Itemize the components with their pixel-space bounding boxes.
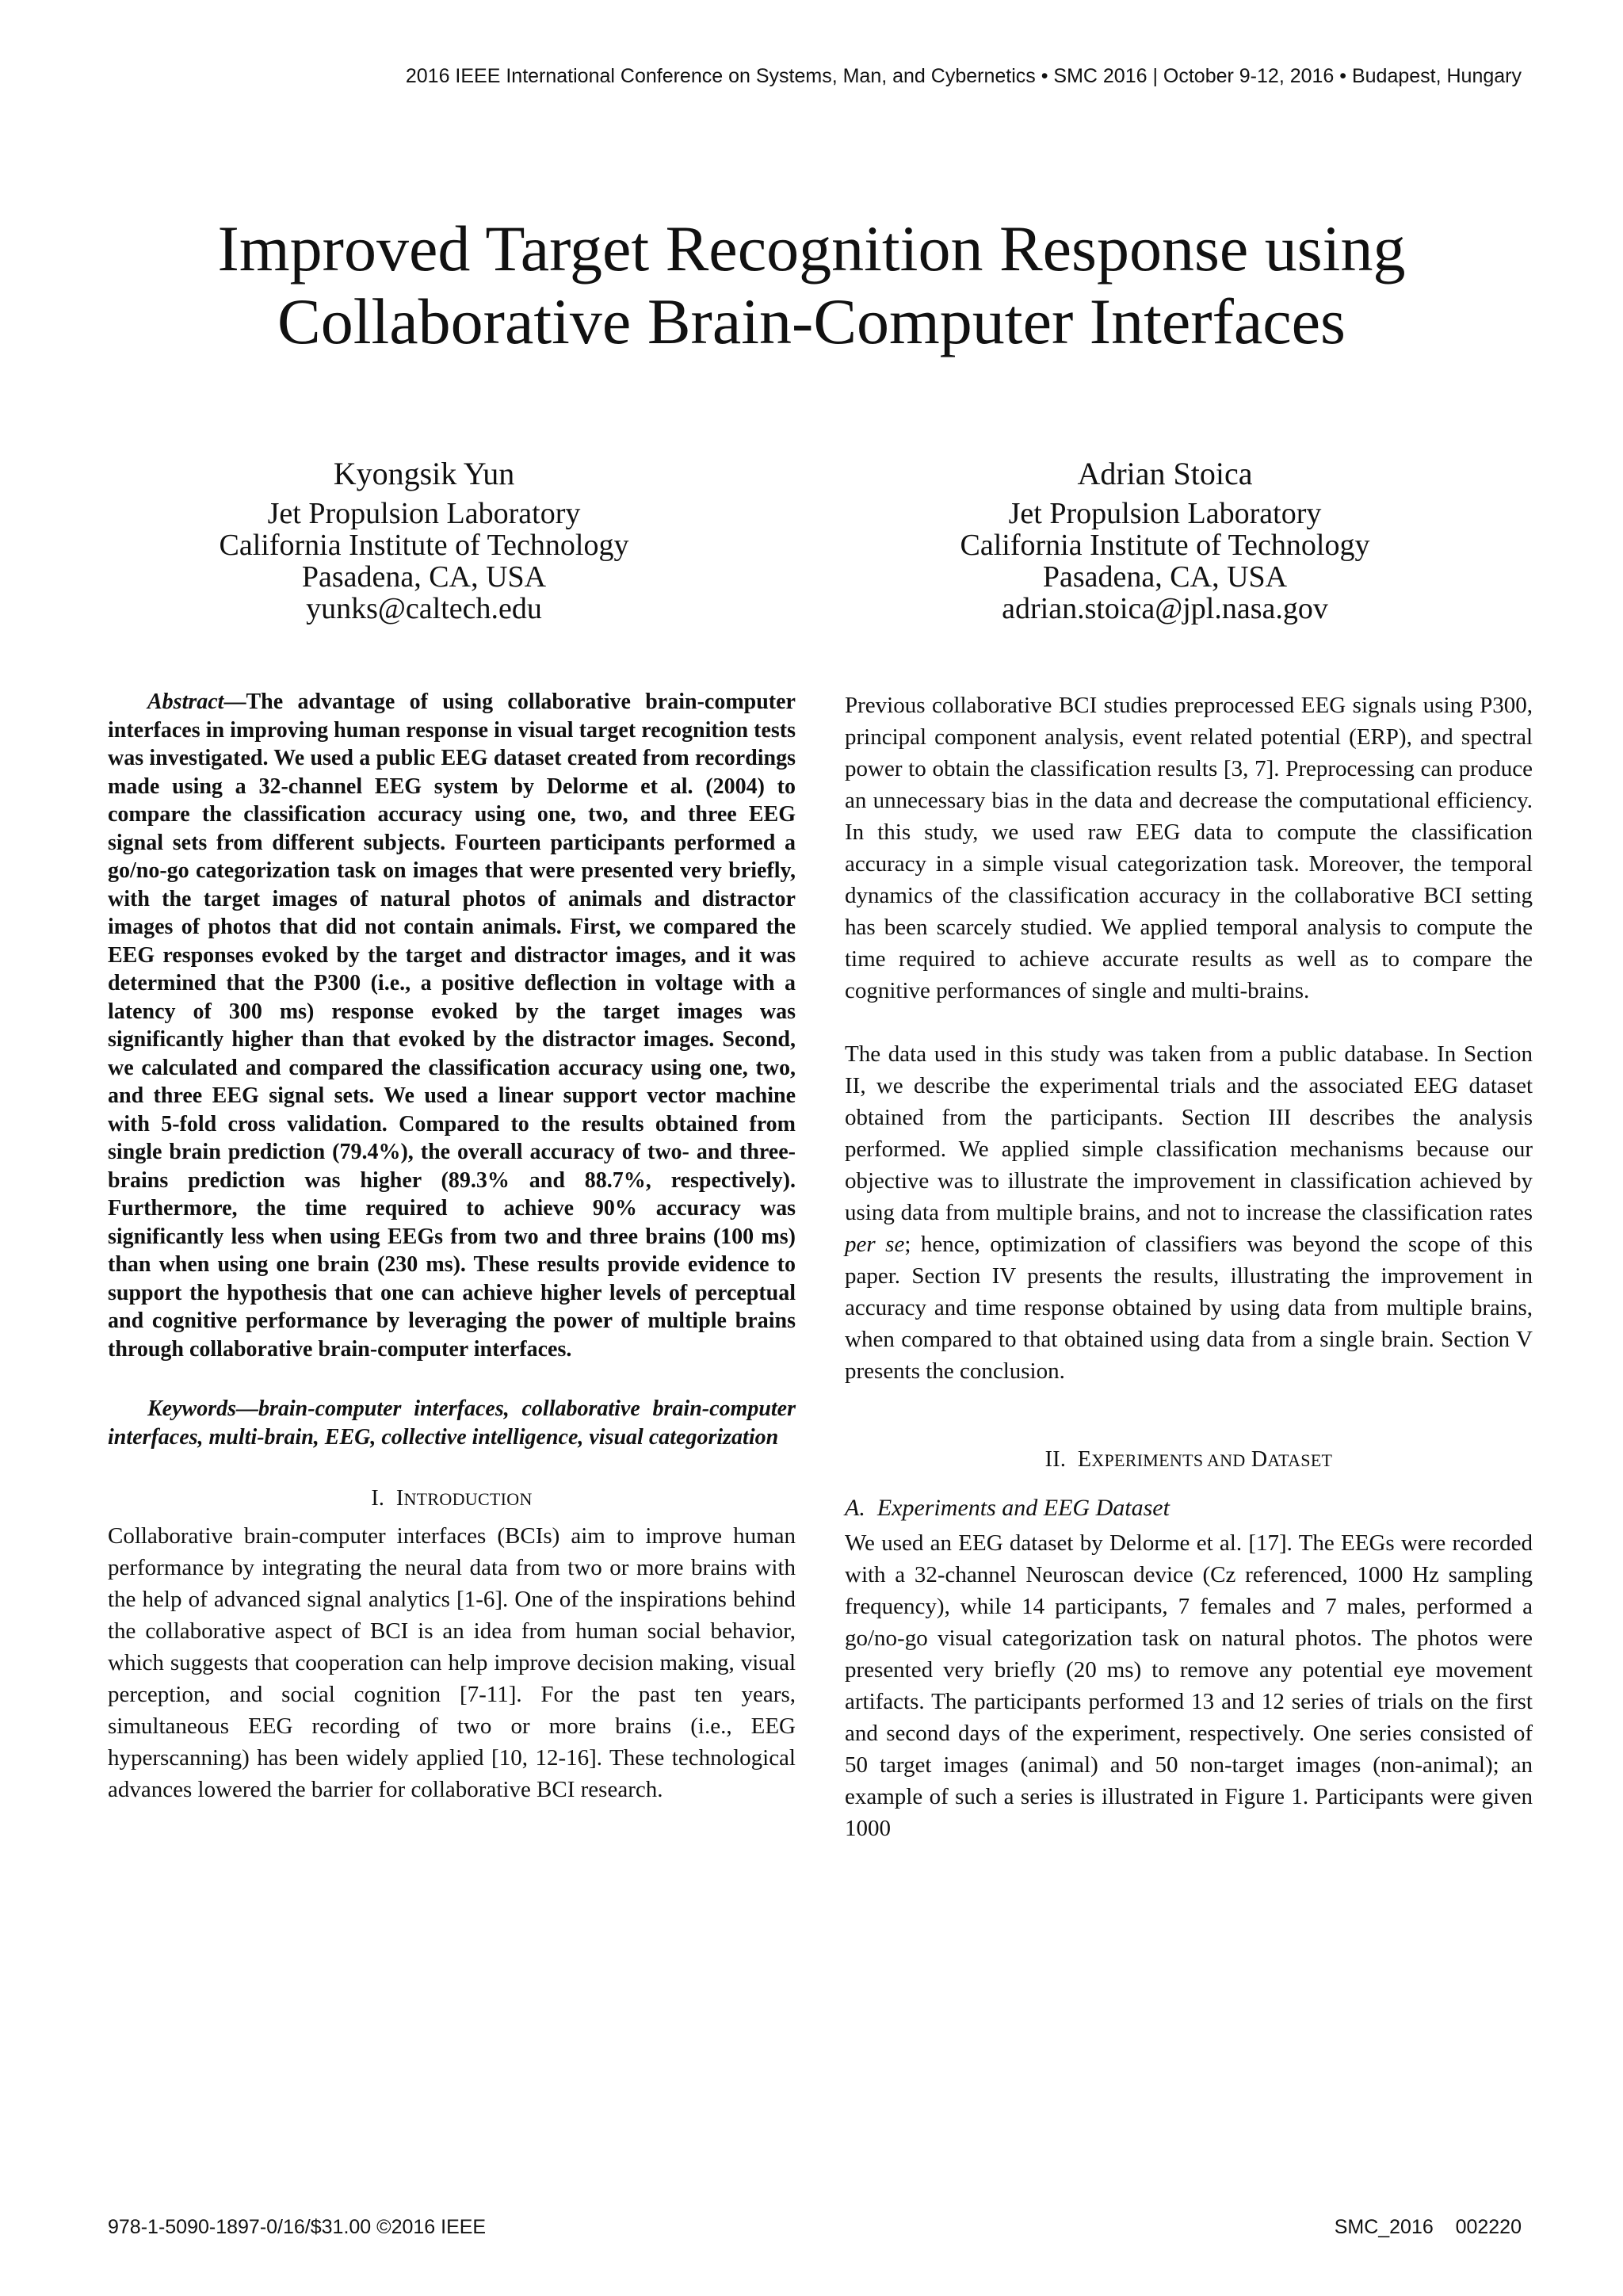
author-institution: California Institute of Technology: [219, 529, 629, 562]
paper-title: [127, 212, 1496, 358]
author-affiliation: Jet Propulsion Laboratory: [1008, 497, 1322, 530]
body-text: The data used in this study was taken from a public database. In Section II, we describe the experimental trials and the associated EEG dataset obtained from the participants. Section III describes the analysis performed. We applied simple classification mechanisms because our objective was to illustrate the improvement in classification achieved by using data from multiple brains, and not to increase the classification rates: [845, 1041, 1533, 1225]
body-text-italic: per se: [845, 1232, 905, 1257]
section-title-initial: I: [395, 1486, 404, 1511]
subsection-heading: [845, 1492, 1533, 1524]
right-column: [845, 690, 1533, 1844]
keywords-text: —brain-computer interfaces, collaborative brain-computer interfaces, multi-brain, EEG, collective intelligence, visual categorization: [108, 1396, 796, 1450]
footer-page-label: SMC_2016: [1334, 2216, 1434, 2238]
author-name: Adrian Stoica: [1077, 456, 1253, 491]
author-location: Pasadena, CA, USA: [1042, 560, 1288, 594]
intro-paragraph: Collaborative brain-computer interfaces (BCIs) aim to improve human performance by integrating the neural data from two or more brains with the help of advanced signal analytics [1-6]. One of the inspirations behind the collaborative aspect of BCI is an idea from human social behavior, which suggests that cooperation can help improve decision making, visual perception, and social cognition [7-11]. For the past ten years, simultaneous EEG recording of two or more brains (i.e., EEG hyperscanning) has been widely applied [10, 12-16]. These technological advances lowered the barrier for collaborative BCI research.: [108, 1523, 796, 1802]
experiments-paragraph: We used an EEG dataset by Delorme et al. [17]. The EEGs were recorded with a 32-channel Neuroscan device (Cz referenced, 1000 Hz sampling frequency), while 14 participants, 7 females and 7 males, performed a go/no-go visual categorization task on natural photos. The photos were presented very briefly (20 ms) to remove any potential eye movement artifacts. The participants performed 13 and 12 series of trials on the first and second days of the experiment, respectively. One series consisted of 50 target images (animal) and 50 non-target images (non-animal); an example of such a series is illustrated in Figure 1. Participants were given 1000: [845, 1530, 1533, 1841]
conference-header: 2016 IEEE International Conference on Systems, Man, and Cybernetics • SMC 2016 | October 9-12, 2016 • Budapest, Hungary: [405, 65, 1522, 87]
title-line-1: Improved Target Recognition Response using: [217, 212, 1406, 285]
title-line-2: Collaborative Brain-Computer Interfaces: [277, 285, 1346, 357]
keywords: [108, 1395, 796, 1451]
author-affiliation: Jet Propulsion Laboratory: [267, 497, 581, 530]
keywords-label: Keywords: [147, 1396, 236, 1421]
author-institution: California Institute of Technology: [960, 529, 1370, 562]
footer-page-number: 002220: [1455, 2216, 1522, 2238]
section-title-rest: ATASET: [1267, 1450, 1333, 1470]
author-location: Pasadena, CA, USA: [301, 560, 547, 594]
body-paragraph-1: Previous collaborative BCI studies preprocessed EEG signals using P300, principal component analysis, event related potential (ERP), and spectral power to obtain the classification results [3, 7]. Preprocessing can produce an unnecessary bias in the data and decrease the computational efficiency. In this study, we used raw EEG data to compute the classification accuracy in a simple visual categorization task. Moreover, the temporal dynamics of the classification accuracy in the collaborative BCI setting has been scarcely studied. We applied temporal analysis to compute the time required to achieve accurate results as well as to compare the cognitive performances of single and multi-brains.: [845, 693, 1533, 1003]
section-title-rest: XPERIMENTS AND: [1091, 1450, 1246, 1470]
author-name: Kyongsik Yun: [333, 456, 515, 491]
abstract: [108, 688, 796, 1363]
section-numeral: II.: [1044, 1447, 1067, 1472]
footer-isbn: 978-1-5090-1897-0/16/$31.00 ©2016 IEEE: [108, 2216, 487, 2238]
section-title-initial: E: [1077, 1447, 1092, 1472]
author-block-2: [864, 458, 1466, 625]
author-email[interactable]: yunks@caltech.edu: [306, 592, 542, 625]
subsection-label: A.: [845, 1495, 865, 1521]
section-numeral: I.: [371, 1486, 385, 1511]
body-paragraph-2: [845, 1038, 1533, 1387]
section-title-initial: D: [1251, 1447, 1268, 1472]
abstract-label: Abstract: [147, 690, 224, 714]
section-heading-introduction: [108, 1483, 796, 1515]
author-block-1: [123, 458, 725, 625]
subsection-title: Experiments and EEG Dataset: [876, 1495, 1170, 1521]
footer-page: [1284, 2216, 1522, 2239]
section-heading-experiments: [845, 1444, 1533, 1477]
author-email[interactable]: adrian.stoica@jpl.nasa.gov: [1002, 592, 1328, 625]
abstract-text: —The advantage of using collaborative brain-computer interfaces in improving human response in visual target recognition tests was investigated. We used a public EEG dataset created from recordings made using a 32-channel EEG system by Delorme et al. (2004) to compare the classification accuracy using one, two, and three EEG signal sets from different subjects. Fourteen participants performed a go/no-go categorization task on images that were presented very briefly, with the target images of natural photos of animals and distractor images of photos that did not contain animals. First, we compared the EEG responses evoked by the target and distractor images, and it was determined that the P300 (i.e., a positive deflection in voltage with a latency of 300 ms) response evoked by the target images was significantly higher than that evoked by the distractor images. Second, we calculated and compared the classification accuracy using one, two, and three EEG signal sets. We used a linear support vector machine with 5-fold cross validation. Compared to the results obtained from single brain prediction (79.4%), the overall accuracy of two- and three-brains prediction was higher (89.3% and 88.7%, respectively). Furthermore, the time required to achieve 90% accuracy was significantly less when using EEGs from two and three brains (100 ms) than when using one brain (230 ms). These results provide evidence to support the hypothesis that one can achieve higher levels of perceptual and cognitive performance by leveraging the power of multiple brains through collaborative brain-computer interfaces.: [108, 690, 796, 1362]
section-title-rest: NTRODUCTION: [403, 1489, 533, 1509]
left-column: [108, 688, 796, 1805]
body-text: ; hence, optimization of classifiers was beyond the scope of this paper. Section IV presents the results, illustrating the improvement in accuracy and time response obtained by using data from multiple brains, when compared to that obtained using data from a single brain. Section V presents the conclusion.: [845, 1232, 1533, 1384]
